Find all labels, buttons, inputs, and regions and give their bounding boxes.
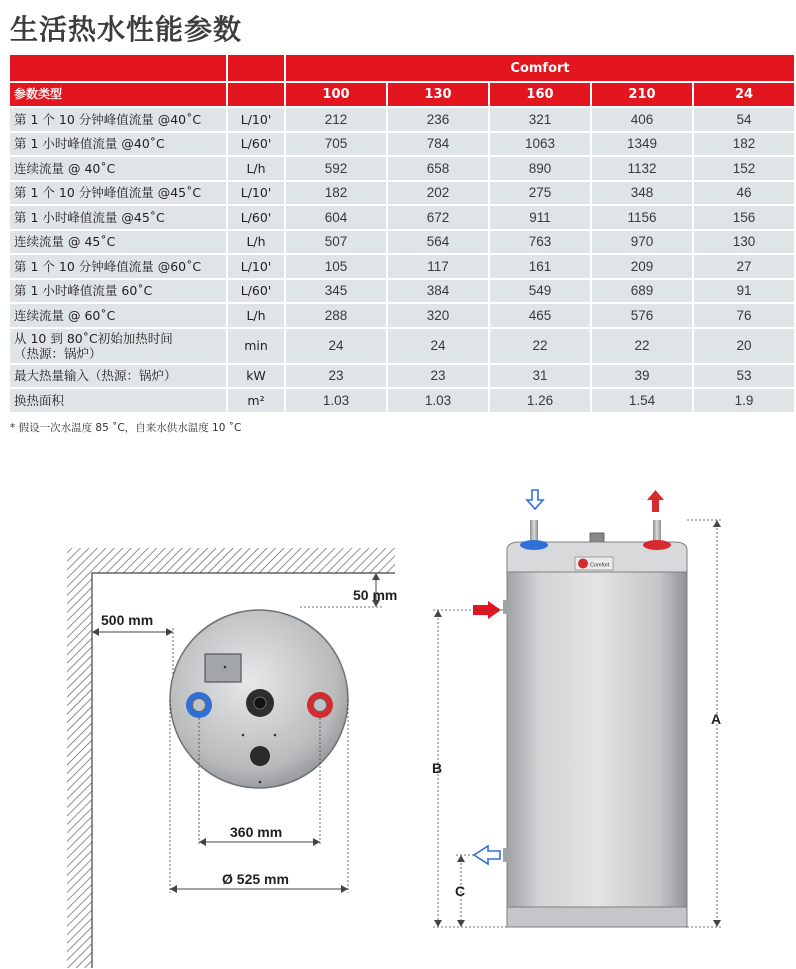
- row-value: 345: [286, 280, 388, 305]
- connection-spacing-label: 360 mm: [230, 824, 283, 840]
- row-label: [10, 304, 228, 329]
- param-type-header: 参数类型: [10, 83, 228, 108]
- tank-logo-plate: [575, 557, 613, 570]
- row-value: 970: [592, 231, 694, 256]
- row-value: 320: [388, 304, 490, 329]
- row-value: 1.03: [388, 389, 490, 414]
- row-unit: L/60': [228, 206, 286, 231]
- row-value: 564: [388, 231, 490, 256]
- row-label-line: 第 1 小时峰值流量 60˚C: [14, 283, 153, 299]
- center-connection: [246, 689, 274, 717]
- row-label-line: 连续流量 @ 60˚C: [14, 307, 116, 323]
- row-value: 911: [490, 206, 592, 231]
- row-value: 1063: [490, 133, 592, 158]
- row-value: 1.54: [592, 389, 694, 414]
- row-value: 658: [388, 157, 490, 182]
- row-unit: kW: [228, 365, 286, 390]
- hot-water-outlet-arrow: [647, 490, 664, 512]
- table-row: [10, 255, 796, 280]
- table-row: [10, 157, 796, 182]
- row-label: [10, 108, 228, 133]
- table-row: [10, 108, 796, 133]
- row-unit: L/10': [228, 255, 286, 280]
- row-value: 54: [694, 108, 796, 133]
- height-dimension-b: [432, 610, 507, 927]
- row-value: 23: [286, 365, 388, 390]
- row-value: 161: [490, 255, 592, 280]
- row-value: 24: [388, 329, 490, 365]
- row-value: 202: [388, 182, 490, 207]
- row-value: 182: [286, 182, 388, 207]
- tank-top-view: [170, 610, 348, 788]
- row-value: 209: [592, 255, 694, 280]
- row-value: 1.9: [694, 389, 796, 414]
- row-label-line: 换热面积: [14, 392, 65, 408]
- table-row: [10, 231, 796, 256]
- row-value: 182: [694, 133, 796, 158]
- row-value: 672: [388, 206, 490, 231]
- row-value: 1.03: [286, 389, 388, 414]
- row-value: 46: [694, 182, 796, 207]
- row-value: 465: [490, 304, 592, 329]
- row-label-line: （热源：锅炉）: [14, 345, 102, 361]
- model-group-header: Comfort: [286, 55, 796, 83]
- row-value: 22: [490, 329, 592, 365]
- label-a: A: [711, 711, 722, 727]
- table-row: [10, 280, 796, 305]
- row-value: 549: [490, 280, 592, 305]
- row-value: 212: [286, 108, 388, 133]
- tank-brand-label: Comfort: [590, 562, 610, 569]
- row-value: 763: [490, 231, 592, 256]
- label-b: B: [432, 760, 443, 776]
- ceiling-gap-label: 50 mm: [353, 587, 398, 603]
- row-value: 22: [592, 329, 694, 365]
- row-unit: L/10': [228, 108, 286, 133]
- row-label: [10, 231, 228, 256]
- row-value: 156: [694, 206, 796, 231]
- row-value: 1132: [592, 157, 694, 182]
- row-value: 31: [490, 365, 592, 390]
- row-unit: min: [228, 329, 286, 365]
- tank-side-view: [503, 520, 687, 927]
- model-header: 24: [694, 83, 796, 108]
- row-value: 1156: [592, 206, 694, 231]
- row-value: 384: [388, 280, 490, 305]
- height-dimension-c: [455, 855, 474, 927]
- page-title: 生活热水性能参数: [10, 13, 243, 46]
- row-unit: m²: [228, 389, 286, 414]
- row-value: 39: [592, 365, 694, 390]
- row-label-line: 最大热量输入（热源：锅炉）: [14, 368, 177, 384]
- label-c: C: [455, 883, 466, 899]
- row-label: [10, 206, 228, 231]
- primary-outlet-arrow: [474, 846, 500, 864]
- row-label-line: 连续流量 @ 45˚C: [14, 234, 116, 250]
- model-header: 130: [388, 83, 490, 108]
- row-label-line: 连续流量 @ 40˚C: [14, 160, 116, 176]
- row-value: 576: [592, 304, 694, 329]
- footnote: * 假设一次水温度 85 ˚C，自来水供水温度 10 ˚C: [10, 422, 242, 434]
- row-label-line: 第 1 个 10 分钟峰值流量 @45˚C: [14, 185, 202, 201]
- row-label-line: 第 1 小时峰值流量 @40˚C: [14, 136, 165, 152]
- row-value: 406: [592, 108, 694, 133]
- row-unit: L/h: [228, 157, 286, 182]
- ceiling-gap-dimension: [300, 573, 397, 607]
- table-row: [10, 389, 796, 414]
- row-value: 592: [286, 157, 388, 182]
- row-unit: L/h: [228, 304, 286, 329]
- table-row: [10, 365, 796, 390]
- row-label: [10, 182, 228, 207]
- row-label: [10, 365, 228, 390]
- row-label: [10, 255, 228, 280]
- row-label-line: 第 1 个 10 分钟峰值流量 @40˚C: [14, 111, 202, 127]
- cold-water-inlet-arrow: [527, 490, 543, 509]
- row-value: 1349: [592, 133, 694, 158]
- table-row: [10, 304, 796, 329]
- row-value: 705: [286, 133, 388, 158]
- row-value: 784: [388, 133, 490, 158]
- row-label-line: 第 1 小时峰值流量 @45˚C: [14, 209, 165, 225]
- wall-gap-dimension: [92, 612, 173, 700]
- row-label: [10, 157, 228, 182]
- row-value: 236: [388, 108, 490, 133]
- table-row: [10, 133, 796, 158]
- height-dimension-a: [687, 520, 722, 927]
- row-value: 53: [694, 365, 796, 390]
- table-row: [10, 329, 796, 365]
- row-label-line: 第 1 个 10 分钟峰值流量 @60˚C: [14, 258, 202, 274]
- row-value: 275: [490, 182, 592, 207]
- installation-diagram: [0, 470, 750, 969]
- row-value: 20: [694, 329, 796, 365]
- diameter-label: Ø 525 mm: [222, 871, 289, 887]
- row-label: [10, 389, 228, 414]
- row-value: 604: [286, 206, 388, 231]
- model-header: 160: [490, 83, 592, 108]
- model-header: 100: [286, 83, 388, 108]
- row-label-line: 从 10 到 80˚C初始加热时间: [14, 330, 173, 346]
- row-label: [10, 280, 228, 305]
- row-value: 321: [490, 108, 592, 133]
- row-value: 152: [694, 157, 796, 182]
- row-value: 288: [286, 304, 388, 329]
- row-value: 105: [286, 255, 388, 280]
- row-value: 507: [286, 231, 388, 256]
- cold-connection-top: [186, 692, 212, 718]
- row-value: 91: [694, 280, 796, 305]
- row-value: 24: [286, 329, 388, 365]
- row-unit: L/h: [228, 231, 286, 256]
- row-value: 890: [490, 157, 592, 182]
- performance-table: [10, 55, 796, 414]
- row-value: 1.26: [490, 389, 592, 414]
- row-unit: L/60': [228, 133, 286, 158]
- table-row: [10, 206, 796, 231]
- model-header: 210: [592, 83, 694, 108]
- row-value: 348: [592, 182, 694, 207]
- row-label: [10, 329, 228, 365]
- row-label: [10, 133, 228, 158]
- wall-gap-label: 500 mm: [101, 612, 154, 628]
- row-value: 130: [694, 231, 796, 256]
- row-unit: L/10': [228, 182, 286, 207]
- row-value: 689: [592, 280, 694, 305]
- row-value: 27: [694, 255, 796, 280]
- row-value: 117: [388, 255, 490, 280]
- row-unit: L/60': [228, 280, 286, 305]
- row-value: 76: [694, 304, 796, 329]
- row-value: 23: [388, 365, 490, 390]
- table-row: [10, 182, 796, 207]
- hot-connection-top: [307, 692, 333, 718]
